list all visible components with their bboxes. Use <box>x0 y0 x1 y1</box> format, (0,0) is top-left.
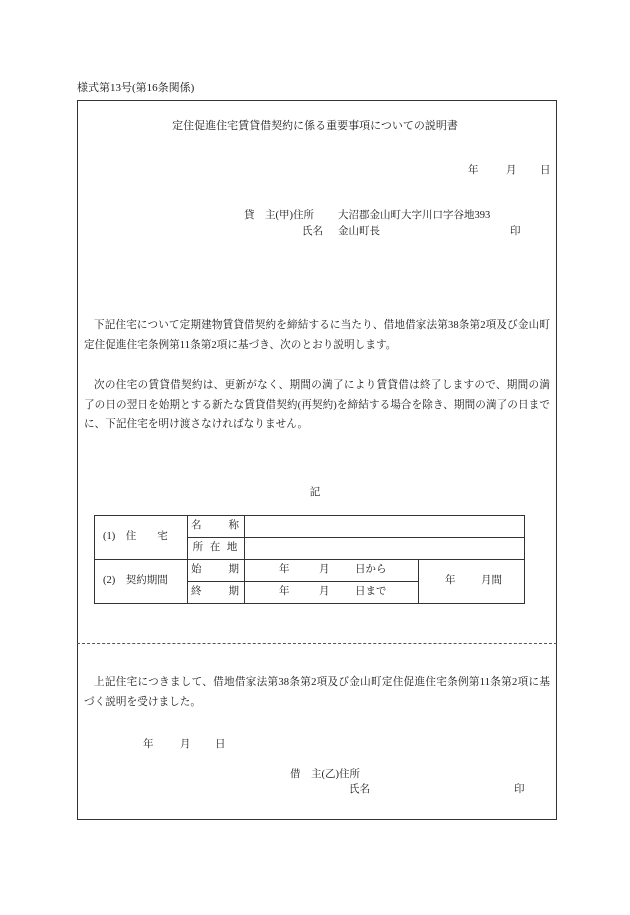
document-title: 定住促進住宅賃貸借契約に係る重要事項についての説明書 <box>172 120 458 132</box>
housing-location-value <box>245 538 525 560</box>
period-start-value <box>245 560 419 582</box>
start-day: 日から <box>355 564 387 575</box>
contract-period-label: (2) 契約期間 <box>95 560 188 604</box>
explanation-paragraph-1: 下記住宅について定期建物賃貸借契約を締結するに当たり、借地借家法第38条第2項及び金山町定住促進住宅条例第11条第2項に基づき、次のとおり説明します。 <box>84 320 550 351</box>
lessor-address-label: 貸 主(甲)住所 <box>244 210 314 221</box>
lessor-name-label: 氏名 <box>302 226 323 237</box>
issue-date-year: 年 <box>468 165 479 176</box>
period-start-label: 始 期 <box>188 560 245 582</box>
dashed-cut-line <box>77 643 557 644</box>
end-year: 年 <box>279 586 290 597</box>
ack-date-year: 年 <box>143 739 154 750</box>
ack-date-day: 日 <box>215 739 226 750</box>
ki-heading: 記 <box>309 487 321 498</box>
period-duration <box>419 560 525 604</box>
end-day: 日まで <box>355 586 387 597</box>
end-month: 月 <box>319 586 330 597</box>
start-year: 年 <box>279 564 290 575</box>
period-end-value <box>245 582 419 604</box>
housing-label: (1) 住 宅 <box>95 516 188 560</box>
table-row <box>95 560 525 582</box>
lessor-address: 大沼郡金山町大字川口字谷地393 <box>338 210 491 221</box>
duration-months: 月間 <box>481 575 502 586</box>
period-end-label: 終 期 <box>188 582 245 604</box>
ack-date-month: 月 <box>180 739 191 750</box>
acknowledgement-paragraph: 上記住宅につきまして、借地借家法第38条第2項及び金山町定住促進住宅条例第11条第2項に基づく説明を受けました。 <box>84 677 550 708</box>
lessor-seal-mark: 印 <box>510 226 521 237</box>
duration-year: 年 <box>445 575 456 586</box>
form-number: 様式第13号(第16条関係) <box>77 82 195 94</box>
lessor-name: 金山町長 <box>338 226 380 237</box>
explanation-paragraph-2: 次の住宅の賃貸借契約は、更新がなく、期間の満了により賃貸借は終了しますので、期間の満了の日の翌日を始期とする新たな賃貸借契約(再契約)を締結する場合を除き、期間の満了の日までに、下記住宅を明け渡さなければなりません。 <box>84 380 550 430</box>
issue-date-day: 日 <box>540 165 551 176</box>
start-month: 月 <box>319 564 330 575</box>
contract-details-table <box>94 515 525 604</box>
housing-name-label: 名 称 <box>188 516 245 538</box>
housing-location-label: 所 在 地 <box>188 538 245 560</box>
issue-date-month: 月 <box>506 165 517 176</box>
table-row <box>95 516 525 538</box>
lessee-seal-mark: 印 <box>514 784 525 795</box>
document-frame <box>77 100 557 820</box>
housing-name-value <box>245 516 525 538</box>
lessee-name-label: 氏名 <box>349 784 370 795</box>
lessee-address-label: 借 主(乙)住所 <box>290 769 360 780</box>
